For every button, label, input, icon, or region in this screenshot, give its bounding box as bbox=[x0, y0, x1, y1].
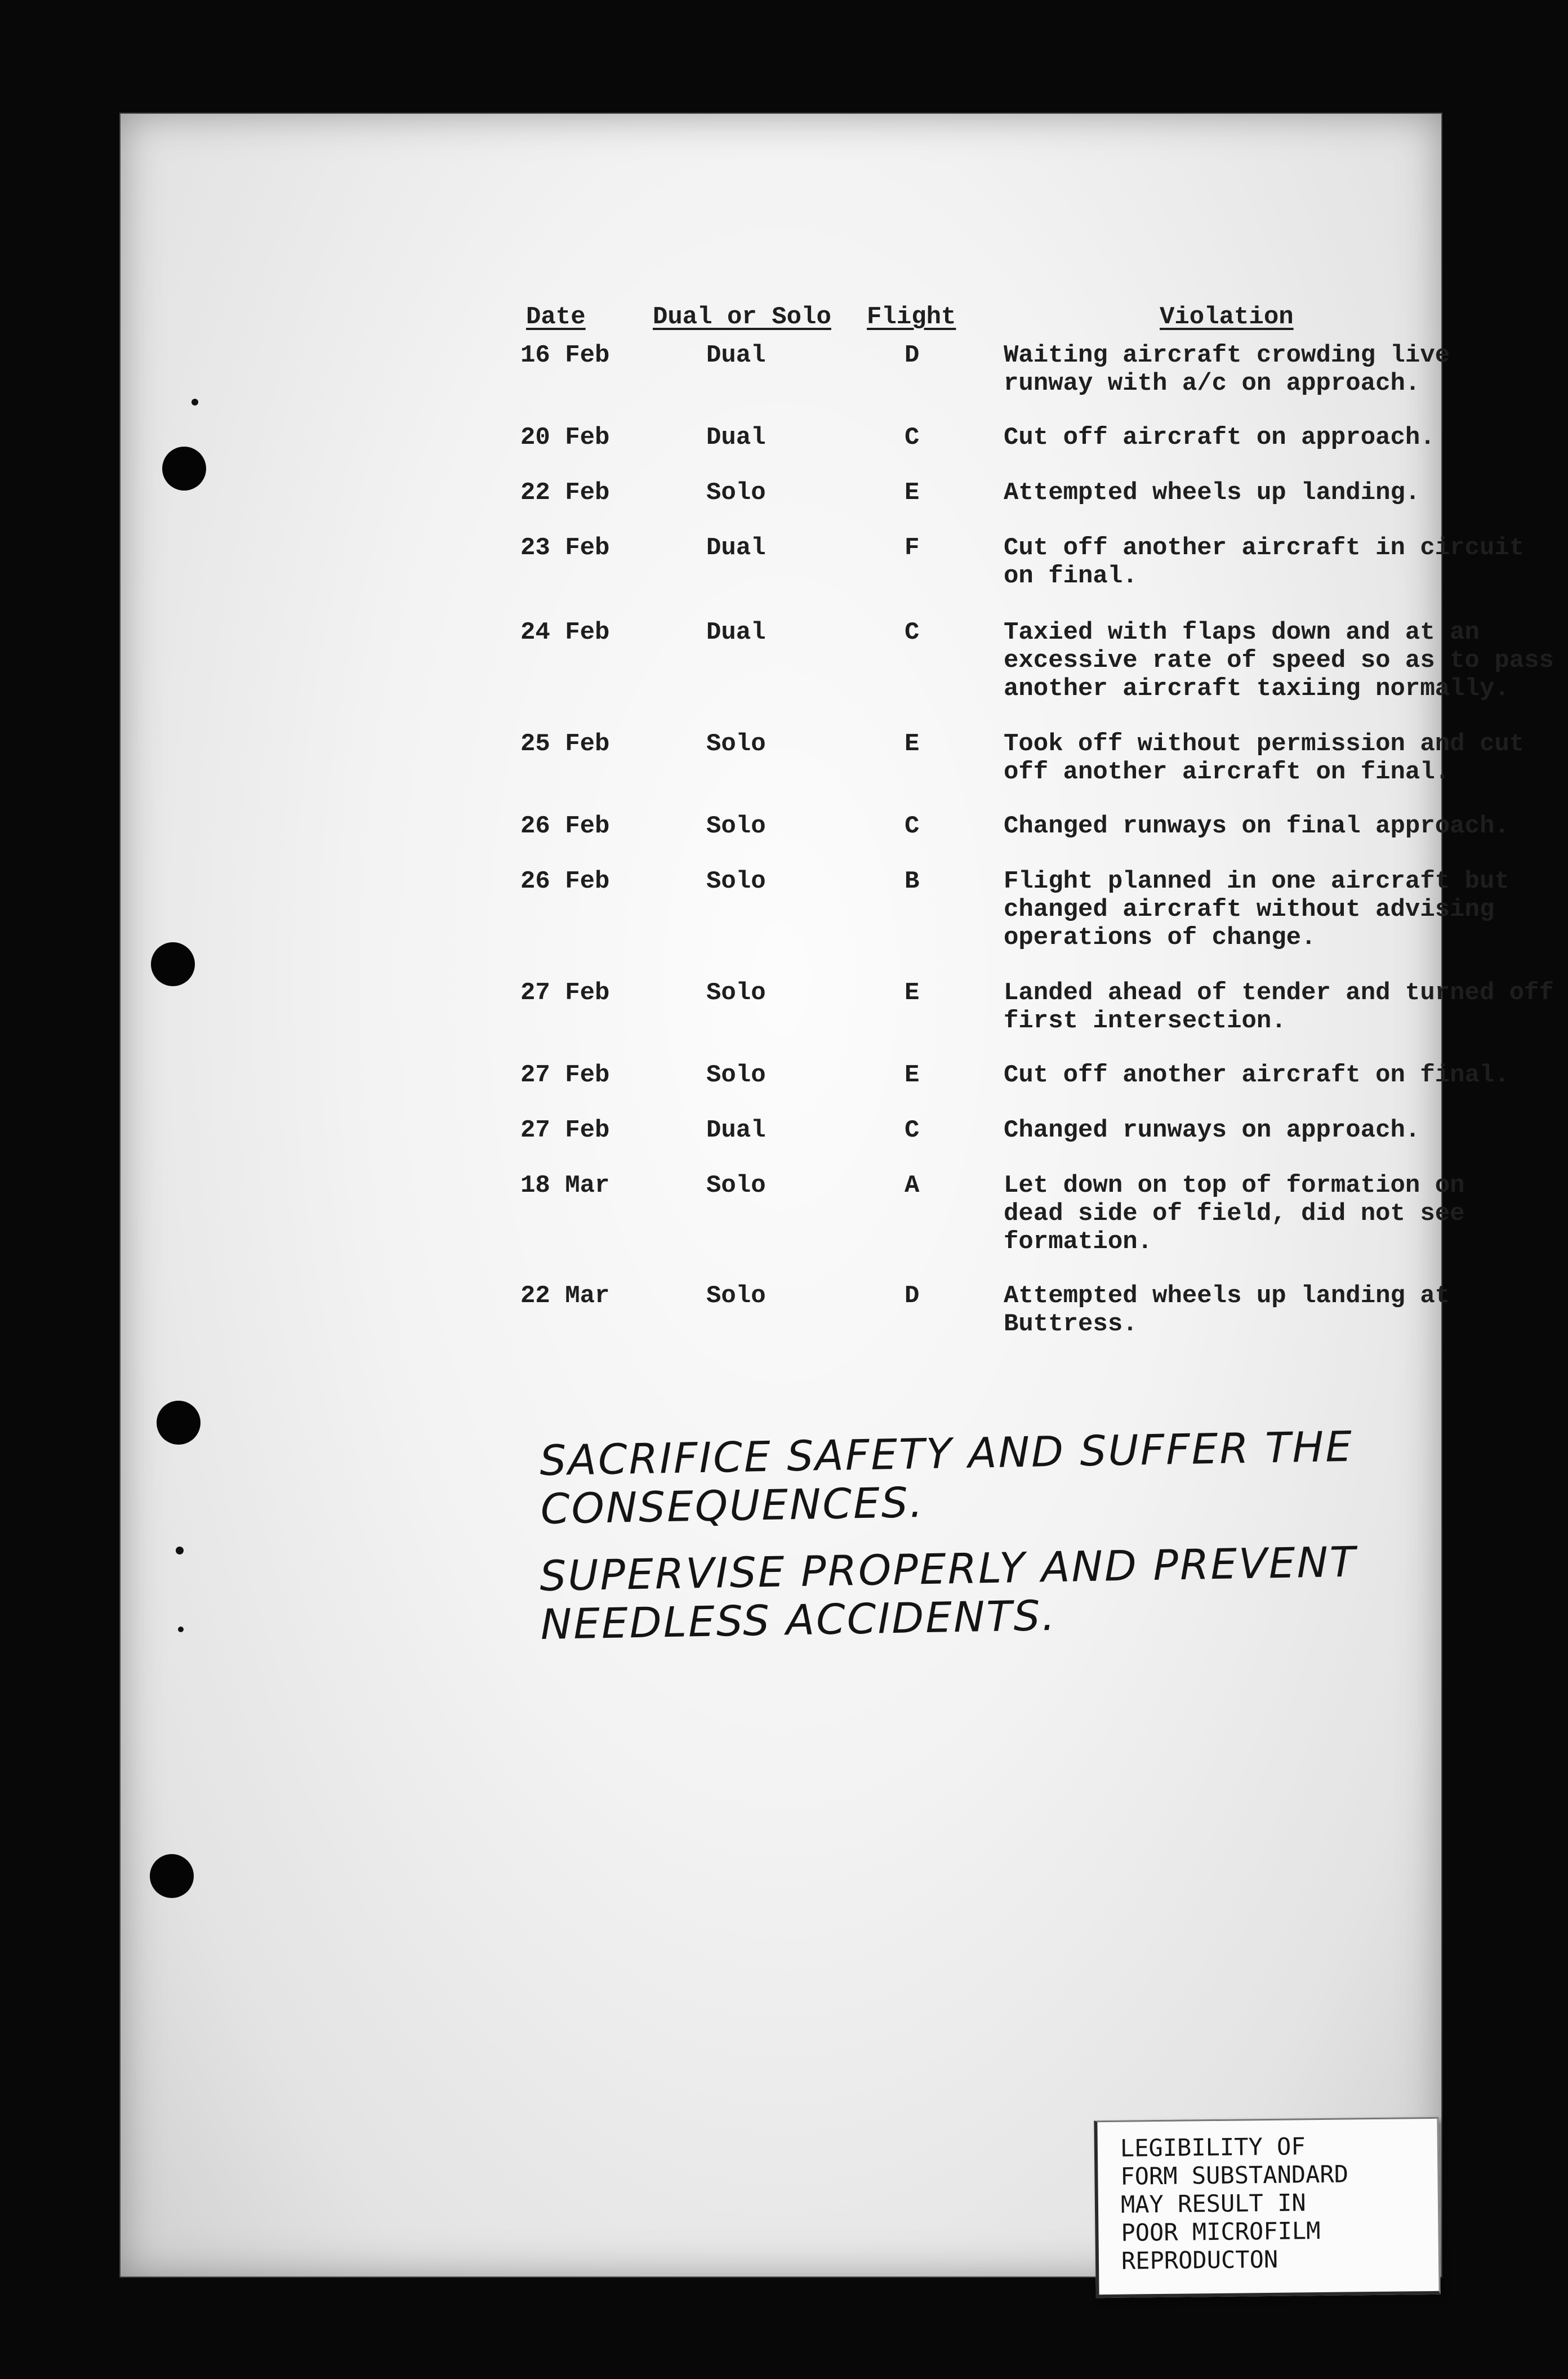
row-mode: Dual bbox=[706, 534, 766, 562]
row-mode: Dual bbox=[706, 618, 766, 647]
dust-speck bbox=[176, 1547, 184, 1554]
row-date: 25 Feb bbox=[520, 730, 610, 758]
table-row bbox=[515, 1061, 1568, 1089]
note-line: POOR MICROFILM bbox=[1121, 2217, 1321, 2247]
row-flight: D bbox=[905, 341, 920, 369]
row-date: 24 Feb bbox=[520, 618, 610, 647]
row-violation: Cut off aircraft on approach. bbox=[1004, 424, 1435, 452]
row-violation: Let down on top of formation on dead side of field, did not see formation. bbox=[1004, 1171, 1465, 1256]
row-date: 20 Feb bbox=[520, 424, 610, 452]
table-row bbox=[515, 1171, 1568, 1256]
dust-speck bbox=[178, 1627, 184, 1632]
row-violation: Attempted wheels up landing at Buttress. bbox=[1004, 1282, 1450, 1338]
row-flight: E bbox=[905, 979, 920, 1007]
table-row bbox=[515, 424, 1568, 452]
row-violation: Cut off another aircraft on final. bbox=[1004, 1061, 1509, 1089]
row-violation: Waiting aircraft crowding live runway with a/c on approach. bbox=[1004, 341, 1450, 398]
row-flight: C bbox=[905, 618, 920, 647]
row-flight: C bbox=[905, 812, 920, 840]
table-row bbox=[515, 812, 1568, 840]
row-violation: Attempted wheels up landing. bbox=[1004, 479, 1420, 507]
violation-column-header: Violation bbox=[1160, 303, 1294, 331]
row-flight: E bbox=[905, 479, 920, 507]
row-flight: A bbox=[905, 1171, 920, 1200]
table-row bbox=[515, 1116, 1568, 1144]
table-row bbox=[515, 1282, 1568, 1338]
row-flight: D bbox=[905, 1282, 920, 1310]
row-flight: B bbox=[905, 867, 920, 896]
row-date: 26 Feb bbox=[520, 867, 610, 896]
note-line: MAY RESULT IN bbox=[1120, 2189, 1306, 2218]
row-date: 16 Feb bbox=[520, 341, 610, 369]
row-date: 22 Feb bbox=[520, 479, 610, 507]
punch-hole bbox=[151, 942, 195, 986]
row-violation: Took off without permission and cut off another aircraft on final. bbox=[1004, 730, 1525, 786]
row-date: 27 Feb bbox=[520, 979, 610, 1007]
violations-table bbox=[515, 303, 1568, 1338]
microfilm-legibility-note bbox=[1094, 2117, 1440, 2298]
table-row bbox=[515, 534, 1568, 590]
row-mode: Dual bbox=[706, 1116, 766, 1144]
table-row bbox=[515, 867, 1568, 952]
row-mode: Dual bbox=[706, 341, 766, 369]
row-mode: Solo bbox=[706, 1061, 766, 1089]
row-flight: C bbox=[905, 424, 920, 452]
dust-speck bbox=[191, 399, 198, 406]
table-row bbox=[515, 479, 1568, 507]
row-date: 22 Mar bbox=[520, 1282, 610, 1310]
row-violation: Changed runways on final approach. bbox=[1004, 812, 1509, 840]
punch-hole bbox=[150, 1854, 194, 1898]
row-mode: Solo bbox=[706, 867, 766, 896]
document-page bbox=[119, 113, 1554, 2278]
row-date: 23 Feb bbox=[520, 534, 610, 562]
table-row bbox=[515, 730, 1568, 786]
row-mode: Solo bbox=[706, 479, 766, 507]
row-flight: E bbox=[905, 730, 920, 758]
table-row bbox=[515, 618, 1568, 703]
row-violation: Taxied with flaps down and at an excessive rate of speed so as to pass another aircraft taxiing normally. bbox=[1004, 618, 1554, 703]
row-flight: E bbox=[905, 1061, 920, 1089]
row-violation: Flight planned in one aircraft but changed aircraft without advising operations of change. bbox=[1004, 867, 1509, 952]
row-mode: Solo bbox=[706, 979, 766, 1007]
row-mode: Solo bbox=[706, 1282, 766, 1310]
row-flight: C bbox=[905, 1116, 920, 1144]
row-violation: Landed ahead of tender and turned off first intersection. bbox=[1004, 979, 1554, 1035]
note-line: FORM SUBSTANDARD bbox=[1120, 2160, 1349, 2190]
note-line: LEGIBILITY OF bbox=[1120, 2132, 1306, 2162]
table-row bbox=[515, 341, 1568, 398]
row-date: 27 Feb bbox=[520, 1061, 610, 1089]
row-date: 27 Feb bbox=[520, 1116, 610, 1144]
date-column-header: Date bbox=[526, 303, 586, 331]
table-row bbox=[515, 979, 1568, 1035]
row-date: 18 Mar bbox=[520, 1171, 610, 1200]
dual-or-solo-column-header: Dual or Solo bbox=[653, 303, 831, 331]
row-violation: Cut off another aircraft in circuit on final. bbox=[1004, 534, 1525, 590]
flight-column-header: Flight bbox=[867, 303, 956, 331]
row-mode: Solo bbox=[706, 730, 766, 758]
row-mode: Dual bbox=[706, 424, 766, 452]
punch-hole bbox=[157, 1401, 201, 1445]
row-flight: F bbox=[905, 534, 920, 562]
row-date: 26 Feb bbox=[520, 812, 610, 840]
handwritten-slogan-2: SUPERVISE PROPERLY AND PREVENT NEEDLESS ACCIDENTS. bbox=[539, 1538, 1357, 1649]
handwritten-slogan-1: SACRIFICE SAFETY AND SUFFER THE CONSEQUENCES. bbox=[539, 1422, 1354, 1534]
table-header bbox=[515, 303, 1568, 341]
note-line: REPRODUCTON bbox=[1121, 2245, 1279, 2275]
row-mode: Solo bbox=[706, 1171, 766, 1200]
row-violation: Changed runways on approach. bbox=[1004, 1116, 1420, 1144]
row-mode: Solo bbox=[706, 812, 766, 840]
punch-hole bbox=[162, 447, 206, 491]
